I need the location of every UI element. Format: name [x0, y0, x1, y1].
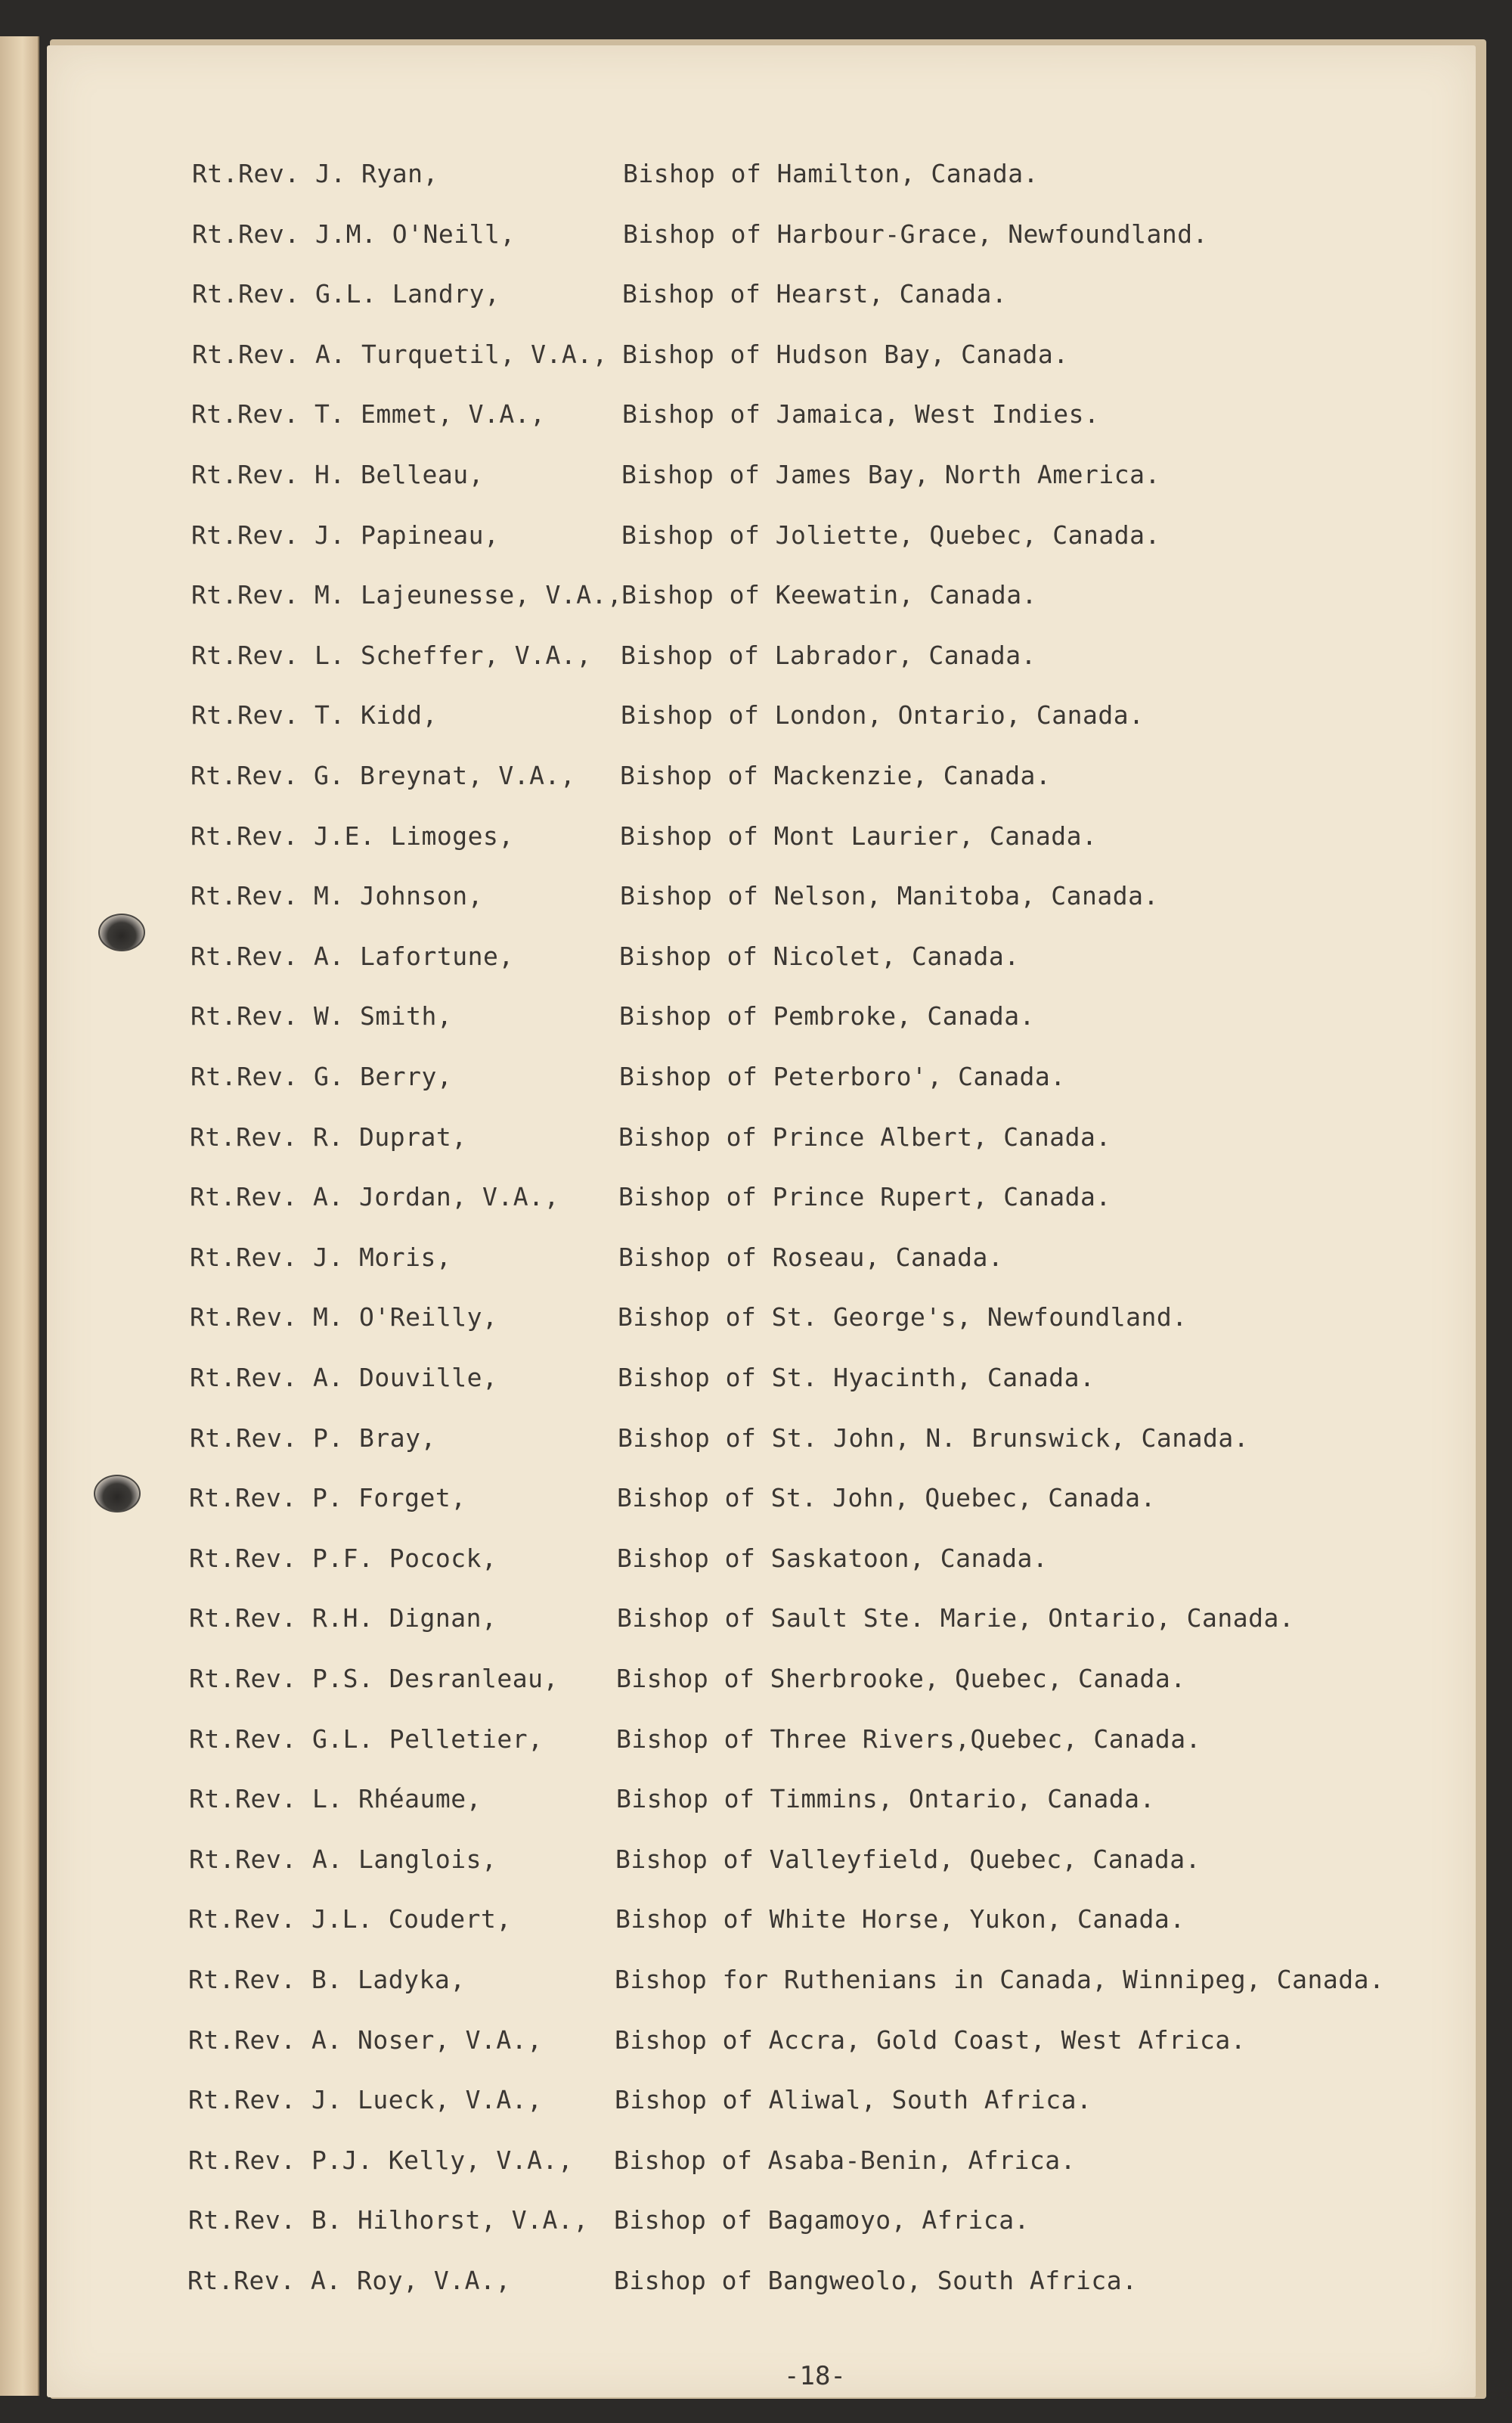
diocese: Bishop of Three Rivers,Quebec, Canada. — [616, 1724, 1201, 1754]
diocese: Bishop of Pembroke, Canada. — [619, 1001, 1035, 1031]
list-item — [47, 2145, 1476, 2183]
diocese: Bishop of Valleyfield, Quebec, Canada. — [615, 1844, 1201, 1874]
list-item — [47, 159, 1476, 197]
bishop-name: Rt.Rev. L. Scheffer, V.A., — [191, 641, 592, 670]
diocese: Bishop of Jamaica, West Indies. — [622, 399, 1100, 429]
bishop-name: Rt.Rev. T. Emmet, V.A., — [191, 399, 546, 429]
bishop-name: Rt.Rev. J.E. Limoges, — [191, 821, 514, 851]
bishop-name: Rt.Rev. B. Ladyka, — [188, 1965, 466, 1994]
bishop-name: Rt.Rev. P.J. Kelly, V.A., — [188, 2145, 574, 2175]
bishop-name: Rt.Rev. M. Johnson, — [191, 881, 483, 911]
list-item — [47, 2025, 1476, 2063]
list-item — [47, 1423, 1476, 1461]
list-item — [47, 219, 1476, 257]
diocese: Bishop of Joliette, Quebec, Canada. — [621, 520, 1160, 550]
list-item — [47, 1724, 1476, 1762]
diocese: Bishop of Sherbrooke, Quebec, Canada. — [616, 1664, 1186, 1693]
bishop-name: Rt.Rev. M. O'Reilly, — [190, 1302, 498, 1332]
diocese: Bishop of Asaba-Benin, Africa. — [614, 2145, 1077, 2175]
list-item — [47, 279, 1476, 317]
list-item — [47, 881, 1476, 919]
list-item — [47, 761, 1476, 799]
diocese: Bishop of Keewatin, Canada. — [621, 580, 1037, 610]
diocese: Bishop of Prince Rupert, Canada. — [618, 1182, 1111, 1212]
document-page — [47, 45, 1476, 2397]
facing-page-edge — [0, 36, 39, 2396]
diocese: Bishop of Nelson, Manitoba, Canada. — [620, 881, 1159, 911]
list-item — [47, 821, 1476, 859]
list-item — [47, 1483, 1476, 1521]
bishop-name: Rt.Rev. P. Bray, — [190, 1423, 436, 1453]
list-item — [47, 1603, 1476, 1641]
diocese: Bishop of Prince Albert, Canada. — [618, 1122, 1111, 1152]
diocese: Bishop of Aliwal, South Africa. — [615, 2085, 1092, 2114]
diocese: Bishop of Bangweolo, South Africa. — [614, 2266, 1138, 2295]
list-item — [47, 1363, 1476, 1401]
diocese: Bishop of Labrador, Canada. — [621, 641, 1036, 670]
diocese: Bishop of Roseau, Canada. — [618, 1243, 1004, 1272]
bishop-name: Rt.Rev. G. Berry, — [191, 1062, 453, 1091]
list-item — [47, 1302, 1476, 1340]
list-item — [47, 1001, 1476, 1039]
list-item — [47, 1243, 1476, 1280]
diocese: Bishop of St. Hyacinth, Canada. — [618, 1363, 1095, 1392]
bishop-name: Rt.Rev. G.L. Pelletier, — [189, 1724, 544, 1754]
bishop-name: Rt.Rev. A. Langlois, — [189, 1844, 497, 1874]
diocese: Bishop of Sault Ste. Marie, Ontario, Canada. — [617, 1603, 1295, 1633]
diocese: Bishop of Peterboro', Canada. — [619, 1062, 1066, 1091]
diocese: Bishop of Hamilton, Canada. — [623, 159, 1039, 188]
bishop-name: Rt.Rev. M. Lajeunesse, V.A., — [191, 580, 623, 610]
diocese: Bishop of White Horse, Yukon, Canada. — [615, 1904, 1185, 1934]
bishop-list — [47, 45, 1476, 2397]
diocese: Bishop of Mackenzie, Canada. — [620, 761, 1052, 790]
bishop-name: Rt.Rev. G.L. Landry, — [192, 279, 500, 309]
list-item — [47, 1543, 1476, 1581]
bishop-name: Rt.Rev. A. Lafortune, — [191, 942, 514, 971]
bishop-name: Rt.Rev. J.M. O'Neill, — [192, 219, 516, 249]
list-item — [47, 460, 1476, 498]
bishop-name: Rt.Rev. G. Breynat, V.A., — [191, 761, 576, 790]
list-item — [47, 2205, 1476, 2243]
bishop-name: Rt.Rev. P.S. Desranleau, — [189, 1664, 559, 1693]
bishop-name: Rt.Rev. J. Ryan, — [192, 159, 438, 188]
bishop-name: Rt.Rev. W. Smith, — [191, 1001, 453, 1031]
diocese: Bishop of Timmins, Ontario, Canada. — [616, 1784, 1155, 1813]
bishop-name: Rt.Rev. A. Turquetil, V.A., — [192, 340, 608, 369]
bishop-name: Rt.Rev. A. Jordan, V.A., — [190, 1182, 559, 1212]
bishop-name: Rt.Rev. T. Kidd, — [191, 700, 438, 730]
list-item — [47, 2266, 1476, 2304]
list-item — [47, 641, 1476, 678]
diocese: Bishop of Mont Laurier, Canada. — [620, 821, 1098, 851]
list-item — [47, 1664, 1476, 1702]
bishop-name: Rt.Rev. R. Duprat, — [190, 1122, 467, 1152]
list-item — [47, 1965, 1476, 2003]
list-item — [47, 580, 1476, 618]
bishop-name: Rt.Rev. J.L. Coudert, — [188, 1904, 512, 1934]
diocese: Bishop of Hudson Bay, Canada. — [622, 340, 1069, 369]
diocese: Bishop of Hearst, Canada. — [622, 279, 1008, 309]
diocese: Bishop of Saskatoon, Canada. — [617, 1543, 1049, 1573]
list-item — [47, 942, 1476, 979]
list-item — [47, 1904, 1476, 1942]
list-item — [47, 1122, 1476, 1160]
bishop-name: Rt.Rev. P.F. Pocock, — [189, 1543, 497, 1573]
list-item — [47, 399, 1476, 437]
diocese: Bishop of St. George's, Newfoundland. — [618, 1302, 1188, 1332]
page-number: -18- — [784, 2361, 846, 2391]
bishop-name: Rt.Rev. R.H. Dignan, — [189, 1603, 497, 1633]
list-item — [47, 1784, 1476, 1822]
bishop-name: Rt.Rev. J. Papineau, — [191, 520, 500, 550]
bishop-name: Rt.Rev. A. Douville, — [190, 1363, 498, 1392]
list-item — [47, 2085, 1476, 2123]
list-item — [47, 1182, 1476, 1220]
list-item — [47, 520, 1476, 558]
list-item — [47, 1844, 1476, 1882]
diocese: Bishop for Ruthenians in Canada, Winnipeg, Canada. — [615, 1965, 1385, 1994]
list-item — [47, 700, 1476, 738]
bishop-name: Rt.Rev. J. Lueck, V.A., — [188, 2085, 543, 2114]
bishop-name: Rt.Rev. A. Roy, V.A., — [187, 2266, 511, 2295]
list-item — [47, 340, 1476, 377]
bishop-name: Rt.Rev. H. Belleau, — [191, 460, 484, 489]
diocese: Bishop of Harbour-Grace, Newfoundland. — [623, 219, 1208, 249]
diocese: Bishop of London, Ontario, Canada. — [621, 700, 1145, 730]
diocese: Bishop of Nicolet, Canada. — [619, 942, 1020, 971]
bishop-name: Rt.Rev. A. Noser, V.A., — [188, 2025, 543, 2055]
bishop-name: Rt.Rev. L. Rhéaume, — [189, 1784, 482, 1813]
bishop-name: Rt.Rev. B. Hilhorst, V.A., — [188, 2205, 589, 2235]
diocese: Bishop of St. John, Quebec, Canada. — [617, 1483, 1156, 1512]
list-item — [47, 1062, 1476, 1100]
bishop-name: Rt.Rev. P. Forget, — [189, 1483, 466, 1512]
bishop-name: Rt.Rev. J. Moris, — [190, 1243, 452, 1272]
diocese: Bishop of James Bay, North America. — [621, 460, 1160, 489]
diocese: Bishop of St. John, N. Brunswick, Canada. — [618, 1423, 1250, 1453]
diocese: Bishop of Accra, Gold Coast, West Africa. — [615, 2025, 1247, 2055]
diocese: Bishop of Bagamoyo, Africa. — [614, 2205, 1030, 2235]
